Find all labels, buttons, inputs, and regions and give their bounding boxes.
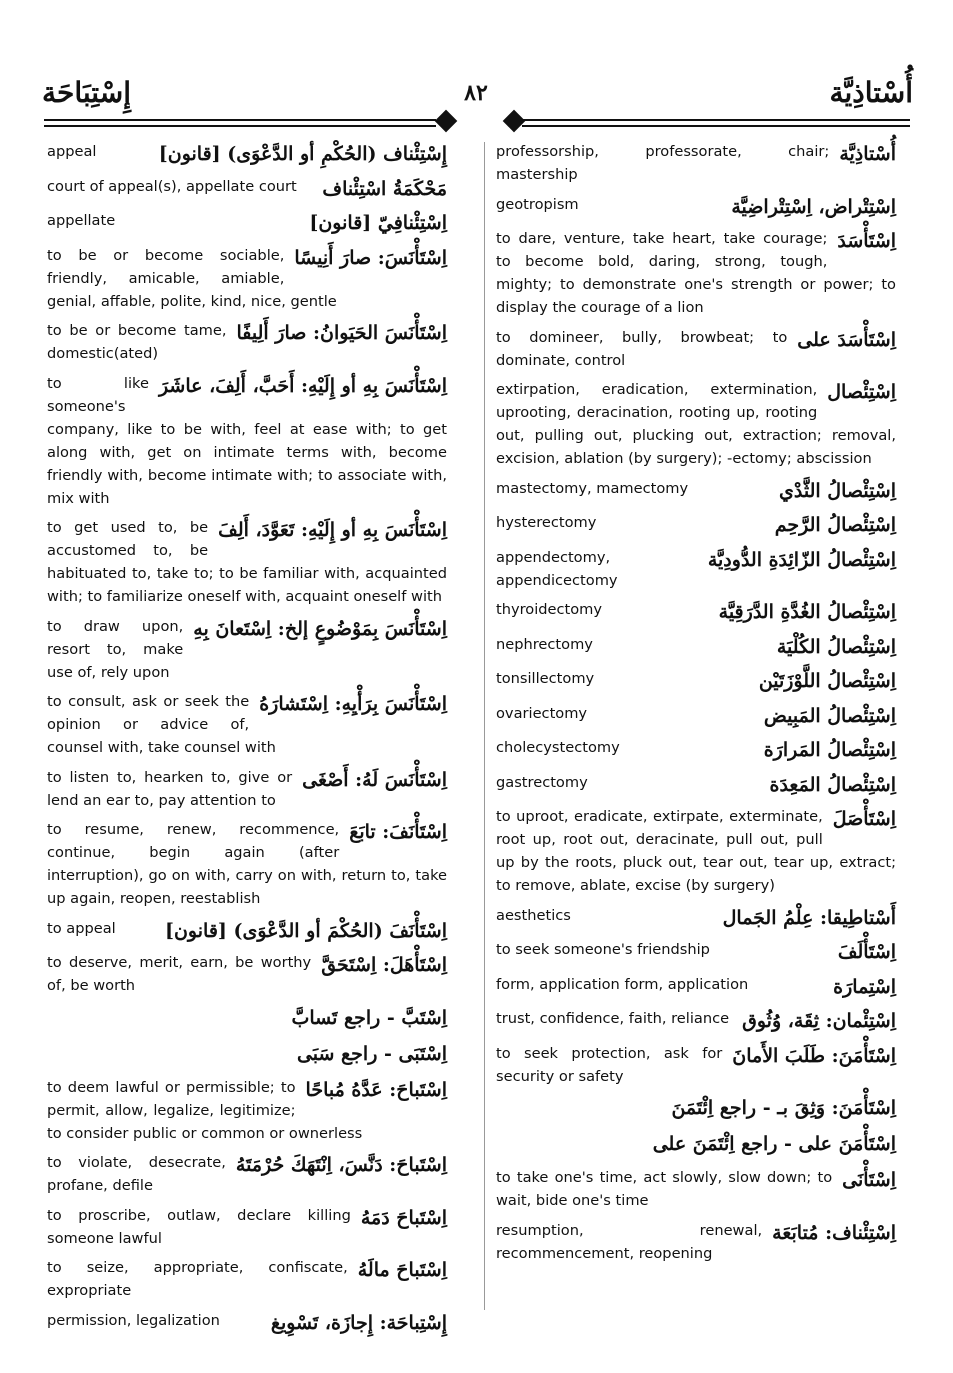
headword-arabic: اِسْتِئْمان: ثِقَة، وُثُوق xyxy=(742,1010,896,1032)
header-diamond-left xyxy=(435,110,458,133)
headword-arabic: اِسْتِمارَة xyxy=(833,975,896,998)
dictionary-entry xyxy=(496,633,896,661)
headword-arabic: اِسْتَأْنَفَ: تابَعَ xyxy=(349,821,447,843)
dictionary-entry xyxy=(47,516,447,608)
definition-english: form, application form, application xyxy=(496,975,749,993)
dictionary-entry xyxy=(496,904,896,932)
dictionary-entry xyxy=(496,736,896,764)
definition-english: to seek protection, ask for security or safety xyxy=(496,1044,723,1085)
definition-english: to deserve, merit, earn, be worthy of, be worth xyxy=(47,954,312,994)
header-rule-left xyxy=(44,119,436,127)
dictionary-entry xyxy=(496,771,896,799)
headword-arabic: اِسْتَأْنَى xyxy=(842,1169,896,1191)
headword-arabic: اِسْتِئْصالُ اللَّوْزَتَيْن xyxy=(758,670,896,692)
dictionary-entry xyxy=(496,378,896,470)
headword-arabic: اِسْتَأْمَنَ: طَلَبَ الأَمانَ xyxy=(732,1044,896,1067)
header-guide-word-left: إِسْتِبَاحَة xyxy=(42,76,131,109)
dictionary-entry xyxy=(47,244,447,313)
definition-english: to uproot, eradicate, extirpate, exterminate, root up, root out, deracinate, pull out, pull up by the roots, pluck out, tear out, tear up, extract; to remove, ablate, excise (by surgery) xyxy=(496,808,896,894)
definition-english: to violate, desecrate, profane, defile xyxy=(47,1154,226,1194)
dictionary-entry xyxy=(47,690,447,759)
definition-english: extirpation, eradication, extermination, uprooting, deracination, rooting up, rooting out, pulling out, plucking out, extraction; removal, excision, ablation (by surgery); -ectomy; abscission xyxy=(496,381,896,467)
dictionary-entry xyxy=(47,1256,447,1302)
definition-english: to be or become sociable, friendly, amicable, amiable, genial, affable, polite, kind, nice, gentle xyxy=(47,246,337,310)
headword-arabic: اِسْتِئْصالُ الكُلْيَة xyxy=(776,635,896,658)
dictionary-entry xyxy=(496,667,896,695)
headword-arabic: مَحْكَمَةُ اسْتِئْناف xyxy=(322,177,447,200)
dictionary-entry xyxy=(47,1204,447,1250)
dictionary-entry xyxy=(496,1219,896,1265)
dictionary-entry xyxy=(496,326,896,372)
column-divider xyxy=(484,142,485,1310)
headword-arabic: اِسْتَأْنَسَ بِهِ أو إِلَيْهِ: أَحَبَّ، أَلِفَ، عاشَرَ xyxy=(158,374,447,397)
definition-english: to resume, renew, recommence, continue, begin again (after interruption), go on with, carry on with, return to, take up again, reopen, reestablish xyxy=(47,821,447,907)
headword-arabic: اِسْتِئْصالُ الزّائِدَةِ الدُّودِيَّة xyxy=(707,548,896,571)
definition-english: to like someone's company, like to be with, feel at ease with; to get along with, get on intimate terms with, become friendly with, become intimate with; to associate with, mix with xyxy=(47,374,447,507)
headword-arabic: اِسْتَأْصَلَ xyxy=(832,808,896,830)
dictionary-entry xyxy=(496,227,896,319)
definition-english: resumption, renewal, recommencement, reopening xyxy=(496,1221,763,1262)
definition-english: to seek someone's friendship xyxy=(496,941,710,958)
dictionary-entry xyxy=(496,140,896,186)
headword-arabic: أُسْتاذِيَّة xyxy=(839,143,896,165)
dictionary-entry xyxy=(47,175,447,203)
dictionary-entry xyxy=(47,766,447,812)
dictionary-entry xyxy=(47,1076,447,1145)
definition-english: gastrectomy xyxy=(496,773,588,791)
definition-english: hysterectomy xyxy=(496,514,597,531)
definition-english: to consult, ask or seek the opinion or advice of, counsel with, take counsel with xyxy=(47,693,276,756)
headword-arabic: اِسْتِئْصالُ الرَّحِم xyxy=(774,514,896,536)
dictionary-entry xyxy=(496,477,896,505)
headword-arabic: اِسْتِئْناف: مُتابَعَة xyxy=(772,1221,896,1244)
headword-arabic: اِسْتَأْنَسَ بِرَأْيِهِ: اِسْتَشارَهُ xyxy=(259,693,447,715)
headword-arabic: اِسْتَأْنَسَ بِمَوْضُوعٍ إلخ: اِسْتَعانَ بِهِ xyxy=(193,617,447,640)
dictionary-entry xyxy=(47,140,447,168)
headword-arabic: اِسْتَباحَ دَمَهُ xyxy=(360,1206,447,1229)
headword-arabic: اِسْتَباحَ: دَنَّسَ، اِنْتَهَكَ حُرْمَتَهُ xyxy=(235,1154,447,1176)
cross-reference: اِسْتَبَّ - راجع تَسابَّ xyxy=(291,1006,447,1029)
headword-arabic: اِسْتِئْصال xyxy=(827,381,896,403)
dictionary-entry xyxy=(47,951,447,997)
dictionary-entry xyxy=(47,209,447,237)
definition-english: to seize, appropriate, confiscate, expropriate xyxy=(47,1259,348,1299)
right-column xyxy=(496,140,896,1271)
definition-english: cholecystectomy xyxy=(496,739,620,756)
definition-english: appellate xyxy=(47,212,116,229)
definition-english: to appeal xyxy=(47,919,116,937)
left-column xyxy=(47,140,447,1343)
page-number: ٨٢ xyxy=(464,80,488,106)
headword-arabic: اِسْتَباحَ: عَدَّهُ مُباحًا xyxy=(305,1078,447,1101)
dictionary-entry xyxy=(496,511,896,539)
definition-english: mastectomy, mamectomy xyxy=(496,479,689,497)
dictionary-entry xyxy=(496,546,896,592)
dictionary-entry xyxy=(496,1166,896,1212)
headword-arabic: اِسْتَباحَ مالَهُ xyxy=(357,1259,447,1281)
definition-english: to proscribe, outlaw, declare killing someone lawful xyxy=(47,1206,351,1247)
headword-arabic: اِسْتِئْصالُ الثَّدْي xyxy=(779,479,896,502)
dictionary-entry xyxy=(47,917,447,945)
headword-arabic: اِسْتِئْصالُ المَرارَة xyxy=(763,739,896,761)
dictionary-entry xyxy=(496,598,896,626)
headword-arabic: اِسْتِتْراض، اِسْتِتْراضِيَّة xyxy=(731,195,896,218)
headword-arabic: إِسْتِباحَة: إِجازَة، تَسْوِيغ xyxy=(270,1311,447,1334)
dictionary-entry xyxy=(47,1309,447,1337)
dictionary-entry xyxy=(496,938,896,966)
cross-reference: اِسْتَبَى - راجع سَبَى xyxy=(296,1042,447,1065)
dictionary-entry xyxy=(496,805,896,897)
dictionary-entry xyxy=(496,193,896,221)
headword-arabic: اِسْتَأْهَلَ: اِسْتَحَقَّ xyxy=(321,954,447,976)
definition-english: nephrectomy xyxy=(496,635,593,653)
header-guide-word-right: أُسْتاذِيَّة xyxy=(829,76,913,109)
dictionary-entry xyxy=(47,319,447,365)
definition-english: geotropism xyxy=(496,195,579,213)
definition-english: tonsillectomy xyxy=(496,670,595,687)
headword-arabic: اِسْتَأْنَفَ (الحُكْمَ أو الدَّعْوَى) [قانون] xyxy=(164,919,447,942)
dictionary-entry xyxy=(47,372,447,510)
definition-english: to draw upon, resort to, make use of, rely upon xyxy=(47,617,184,681)
headword-arabic: اِسْتِئْنافِيّ [قانون] xyxy=(309,212,447,234)
dictionary-entry xyxy=(496,1042,896,1088)
headword-arabic: اِسْتَأْنَسَ لَهُ: أَصْغَى xyxy=(302,768,447,791)
headword-arabic: اِسْتَأْنَسَ: صارَ أَنِيسًا xyxy=(294,246,447,269)
definition-english: to take one's time, act slowly, slow down; to wait, bide one's time xyxy=(496,1169,833,1209)
definition-english: ovariectomy xyxy=(496,704,588,722)
definition-english: appendectomy, appendicectomy xyxy=(496,548,618,589)
headword-arabic: أَسْتاطِيقا: عِلْمُ الجَمال xyxy=(722,906,896,929)
headword-arabic: اِسْتِئْصالُ الغُدَّةِ الدَّرَقِيَّة xyxy=(718,601,896,623)
definition-english: permission, legalization xyxy=(47,1311,220,1329)
headword-arabic: اِسْتَأْسَدَ على xyxy=(797,328,896,351)
dictionary-entry xyxy=(47,818,447,910)
definition-english: trust, confidence, faith, reliance xyxy=(496,1010,730,1027)
headword-arabic: اِسْتَأْلَفَ xyxy=(837,941,896,963)
cross-reference: اِسْتَأْمَنَ: وَثِقَ بـ - راجع اِئْتَمَنَ xyxy=(671,1097,896,1119)
definition-english: to deem lawful or permissible; to permit, allow, legalize, legitimize; to consider public or common or ownerless xyxy=(47,1078,363,1142)
dictionary-entry xyxy=(496,702,896,730)
headword-arabic: اِسْتِئْصالُ المَبِيض xyxy=(763,704,896,727)
headword-arabic: إِسْتِئْناف (الحُكْمِ أو الدَّعْوَى) [قانون] xyxy=(158,143,447,165)
definition-english: to dare, venture, take heart, take courage; to become bold, daring, strong, tough, mighty; to demonstrate one's strength or power; to display the courage of a lion xyxy=(496,230,896,316)
definition-english: appeal xyxy=(47,143,97,160)
dictionary-entry xyxy=(496,973,896,1001)
definition-english: court of appeal(s), appellate court xyxy=(47,177,297,195)
definition-english: professorship, professorate, chair; mastership xyxy=(496,143,830,183)
definition-english: to domineer, bully, browbeat; to dominate, control xyxy=(496,328,788,369)
headword-arabic: اِسْتَأْسَدَ xyxy=(837,230,896,252)
header-rule-right xyxy=(522,119,910,127)
definition-english: aesthetics xyxy=(496,906,571,924)
definition-english: to get used to, be accustomed to, be habituated to, take to; to be familiar with, acquainted with; to familiarize oneself with, acquaint oneself with xyxy=(47,519,447,605)
definition-english: to be or become tame, domestic(ated) xyxy=(47,322,227,362)
headword-arabic: اِسْتَأْنَسَ بِهِ أو إِلَيْهِ: تَعَوَّدَ، أَلِفَ xyxy=(218,519,447,541)
definition-english: thyroidectomy xyxy=(496,601,603,618)
dictionary-entry xyxy=(47,1151,447,1197)
definition-english: to listen to, hearken to, give or lend an ear to, pay attention to xyxy=(47,768,293,809)
cross-reference: اِسْتَأْمَنَ على - راجع اِئْتَمَنَ على xyxy=(652,1133,896,1155)
headword-arabic: اِسْتِئْصالُ المَعِدَة xyxy=(769,773,896,796)
dictionary-entry xyxy=(496,1007,896,1035)
headword-arabic: اِسْتَأْنَسَ الحَيَوانُ: صارَ أَلِيفًا xyxy=(236,322,447,344)
dictionary-entry xyxy=(47,615,447,684)
